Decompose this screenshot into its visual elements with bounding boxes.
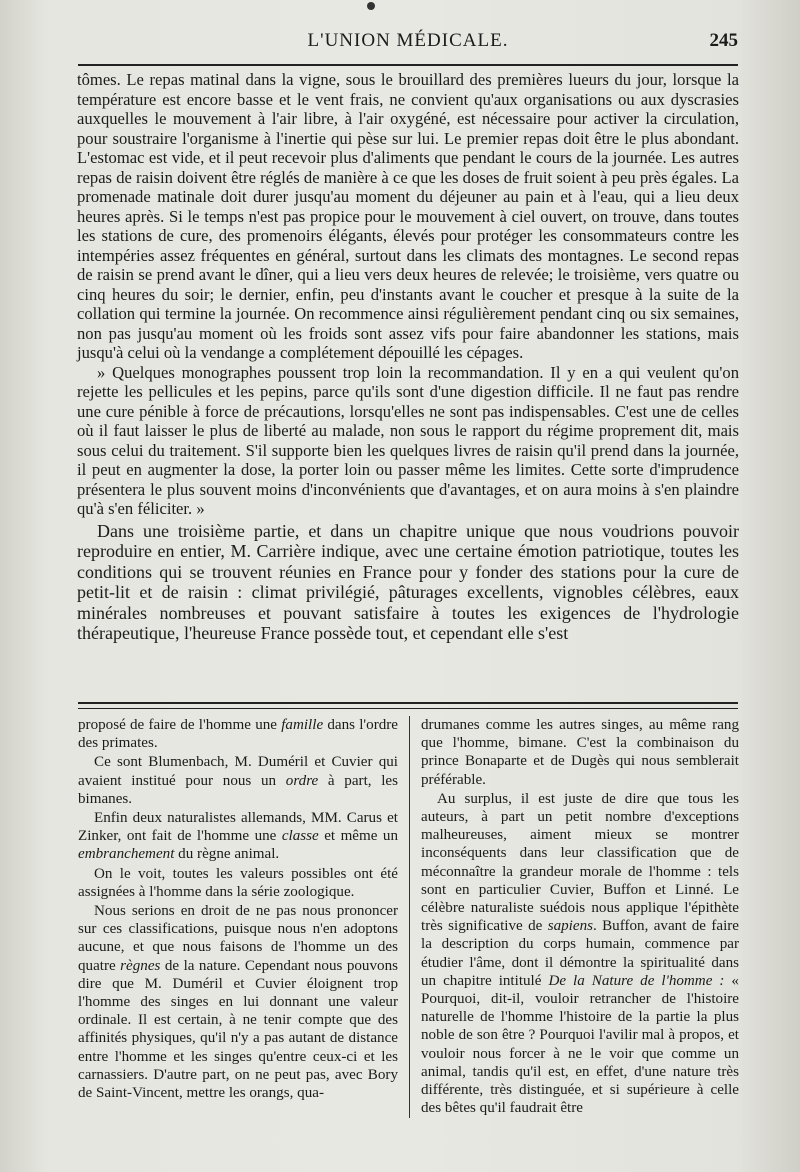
paragraph-german-naturalists: Enfin deux naturalistes allemands, MM. Carus et Zinker, ont fait de l'homme une classe et même un embranchement du règne animal. xyxy=(78,810,399,863)
feuilleton-right-column xyxy=(421,716,739,1118)
upper-article xyxy=(77,70,739,644)
paragraph-third-part: Dans une troisième partie, et dans un chapitre unique que nous voudrions pouvoir reproduire en entier, M. Carrière indique, avec une certaine émotion patriotique, toutes les conditions qui se trouvent réunies en France pour y fonder des stations pour la cure de petit-lit et de raisin : climat privilégié, pâturages excellents, vignobles célèbres, eaux minérales nombreuses et pouvant satisfaire à toutes les exigences de l'hydrologie thérapeutique, l'heureuse France possède tout, et cependant elle s'est xyxy=(77,520,739,643)
paragraph-quadrumanes: drumanes comme les autres singes, au même rang que l'homme, bimane. C'est la combinaison du prince Bonaparte et de Dugès qui nous semblerait préférable. xyxy=(421,717,739,788)
page-header xyxy=(78,30,738,60)
section-rule-thin xyxy=(78,708,738,709)
paragraph-classifications: Nous serions en droit de ne pas nous prononcer sur ces classifications, puisque nous n'en adoptons aucune, et que nous faisons de l'homme un des quatre règnes de la nature. Cependant nous pouvons dire que M. Duméril et Cuvier éloignent trop l'homme des singes en lui donnant une valeur ordinale. Il est certain, à ne tenir compte que des affinités physiques, qu'il n'y a pas autant de distance entre l'homme et les singes qu'entre ceux-ci et les carnassiers. D'autre part, on ne peut pas, avec Bory de Saint-Vincent, mettre les orangs, qua- xyxy=(78,903,398,1102)
section-rule-thick xyxy=(78,702,738,704)
paragraph-bimanes: Ce sont Blumenbach, M. Duméril et Cuvier qui avaient institué pour nous un ordre à part, les bimanes. xyxy=(78,754,398,807)
running-title: L'UNION MÉDICALE. xyxy=(307,30,509,51)
paragraph-buffon: Au surplus, il est juste de dire que tous les auteurs, à part un petit nombre d'exceptions malheureuses, aiment mieux se montrer inconséquents dans leur classification que de méconnaître la grandeur morale de l'homme : tels sont en particulier Cuvier, Buffon et Linné. Le célèbre naturaliste suédois nous applique l'épithète très significative de sapiens. Buffon, avant de faire la description du corps humain, commence par étudier l'âme, dont il démontre la spiritualité dans un chapitre intitulé De la Nature de l'homme : « Pourquoi, dit-il, vouloir retrancher de l'histoire naturelle de l'homme l'histoire de la partie la plus noble de son être ? Pourquoi l'avilir mal à propos, et vouloir nous forcer à ne le voir que comme un animal, tandis qu'il est, en effet, d'une nature très différente, très distinguée, et si supérieure à celle des bêtes qu'il faudrait être xyxy=(421,790,739,1117)
column-divider xyxy=(409,716,410,1118)
paragraph-monographs: » Quelques monographes poussent trop loin la recommandation. Il y en a qui veulent qu'on rejette les pellicules et les pepins, parce qu'ils sont d'une digestion difficile. Il ne faut pas rendre une cure pénible à force de précautions, lorsqu'elles ne sont pas indispensables. C'est une de celles où il faut laisser le plus de liberté au malade, non sous le rapport du régime proprement dit, mais sous celui du traitement. S'il supporte bien les quelques livres de raisin qu'il prend dans la journée, il peut en augmenter la dose, la porter loin ou passer même les limites. Cette sorte d'imprudence présentera le plus souvent moins d'inconvénients que d'avantages, et on aura moins à s'en plaindre qu'à s'en féliciter. » xyxy=(77,362,739,518)
paragraph-grape-meals: tômes. Le repas matinal dans la vigne, sous le brouillard des premières lueurs du jour, lorsque la température est encore basse et le vent frais, ne convient qu'aux organisations ou aux dyscrasies auxquelles le mouvement à l'air libre, à l'air oxygéné, est nécessaire pour activer la circulation, pour soustraire l'organisme à l'inertie qui pèse sur lui. Le premier repas doit être le plus abondant. L'estomac est vide, et il peut recevoir plus d'aliments que pendant le cours de la journée. Les autres repas de raisin doivent être réglés de manière à ce que les doses de fruit soient à peu près égales. La promenade matinale doit durer jusqu'au moment du déjeuner au pain et à l'eau, qui a lieu deux heures après. Si le temps n'est pas propice pour le mouvement à ciel ouvert, on trouve, dans toutes les stations de cure, des promenoirs élégants, élevés pour protéger les consommateurs contre les intempéries assez fréquentes en général, surtout dans les climats des montagnes. Le second repas de raisin se prend avant le dîner, qui a lieu vers deux heures de relevée; le troisième, vers quatre ou cinq heures du soir; le dernier, enfin, peu d'instants avant le coucher et presque à la suite de la collation qui termine la journée. On recommence ainsi régulièrement pendant cinq ou six semaines, non pas jusqu'au moment où les froids sont assez vifs pour faire abandonner les stations, mais jusqu'à celui où la vendange a complétement dépouillé les cépages. xyxy=(77,70,739,362)
ink-dot xyxy=(367,2,375,10)
paragraph-values: On le voit, toutes les valeurs possibles ont été assignées à l'homme dans la série zoologique. xyxy=(78,865,398,900)
header-rule xyxy=(78,64,738,66)
paragraph-family: proposé de faire de l'homme une famille dans l'ordre des primates. xyxy=(78,717,398,752)
feuilleton-left-column xyxy=(78,716,398,1103)
page-number: 245 xyxy=(709,30,738,51)
